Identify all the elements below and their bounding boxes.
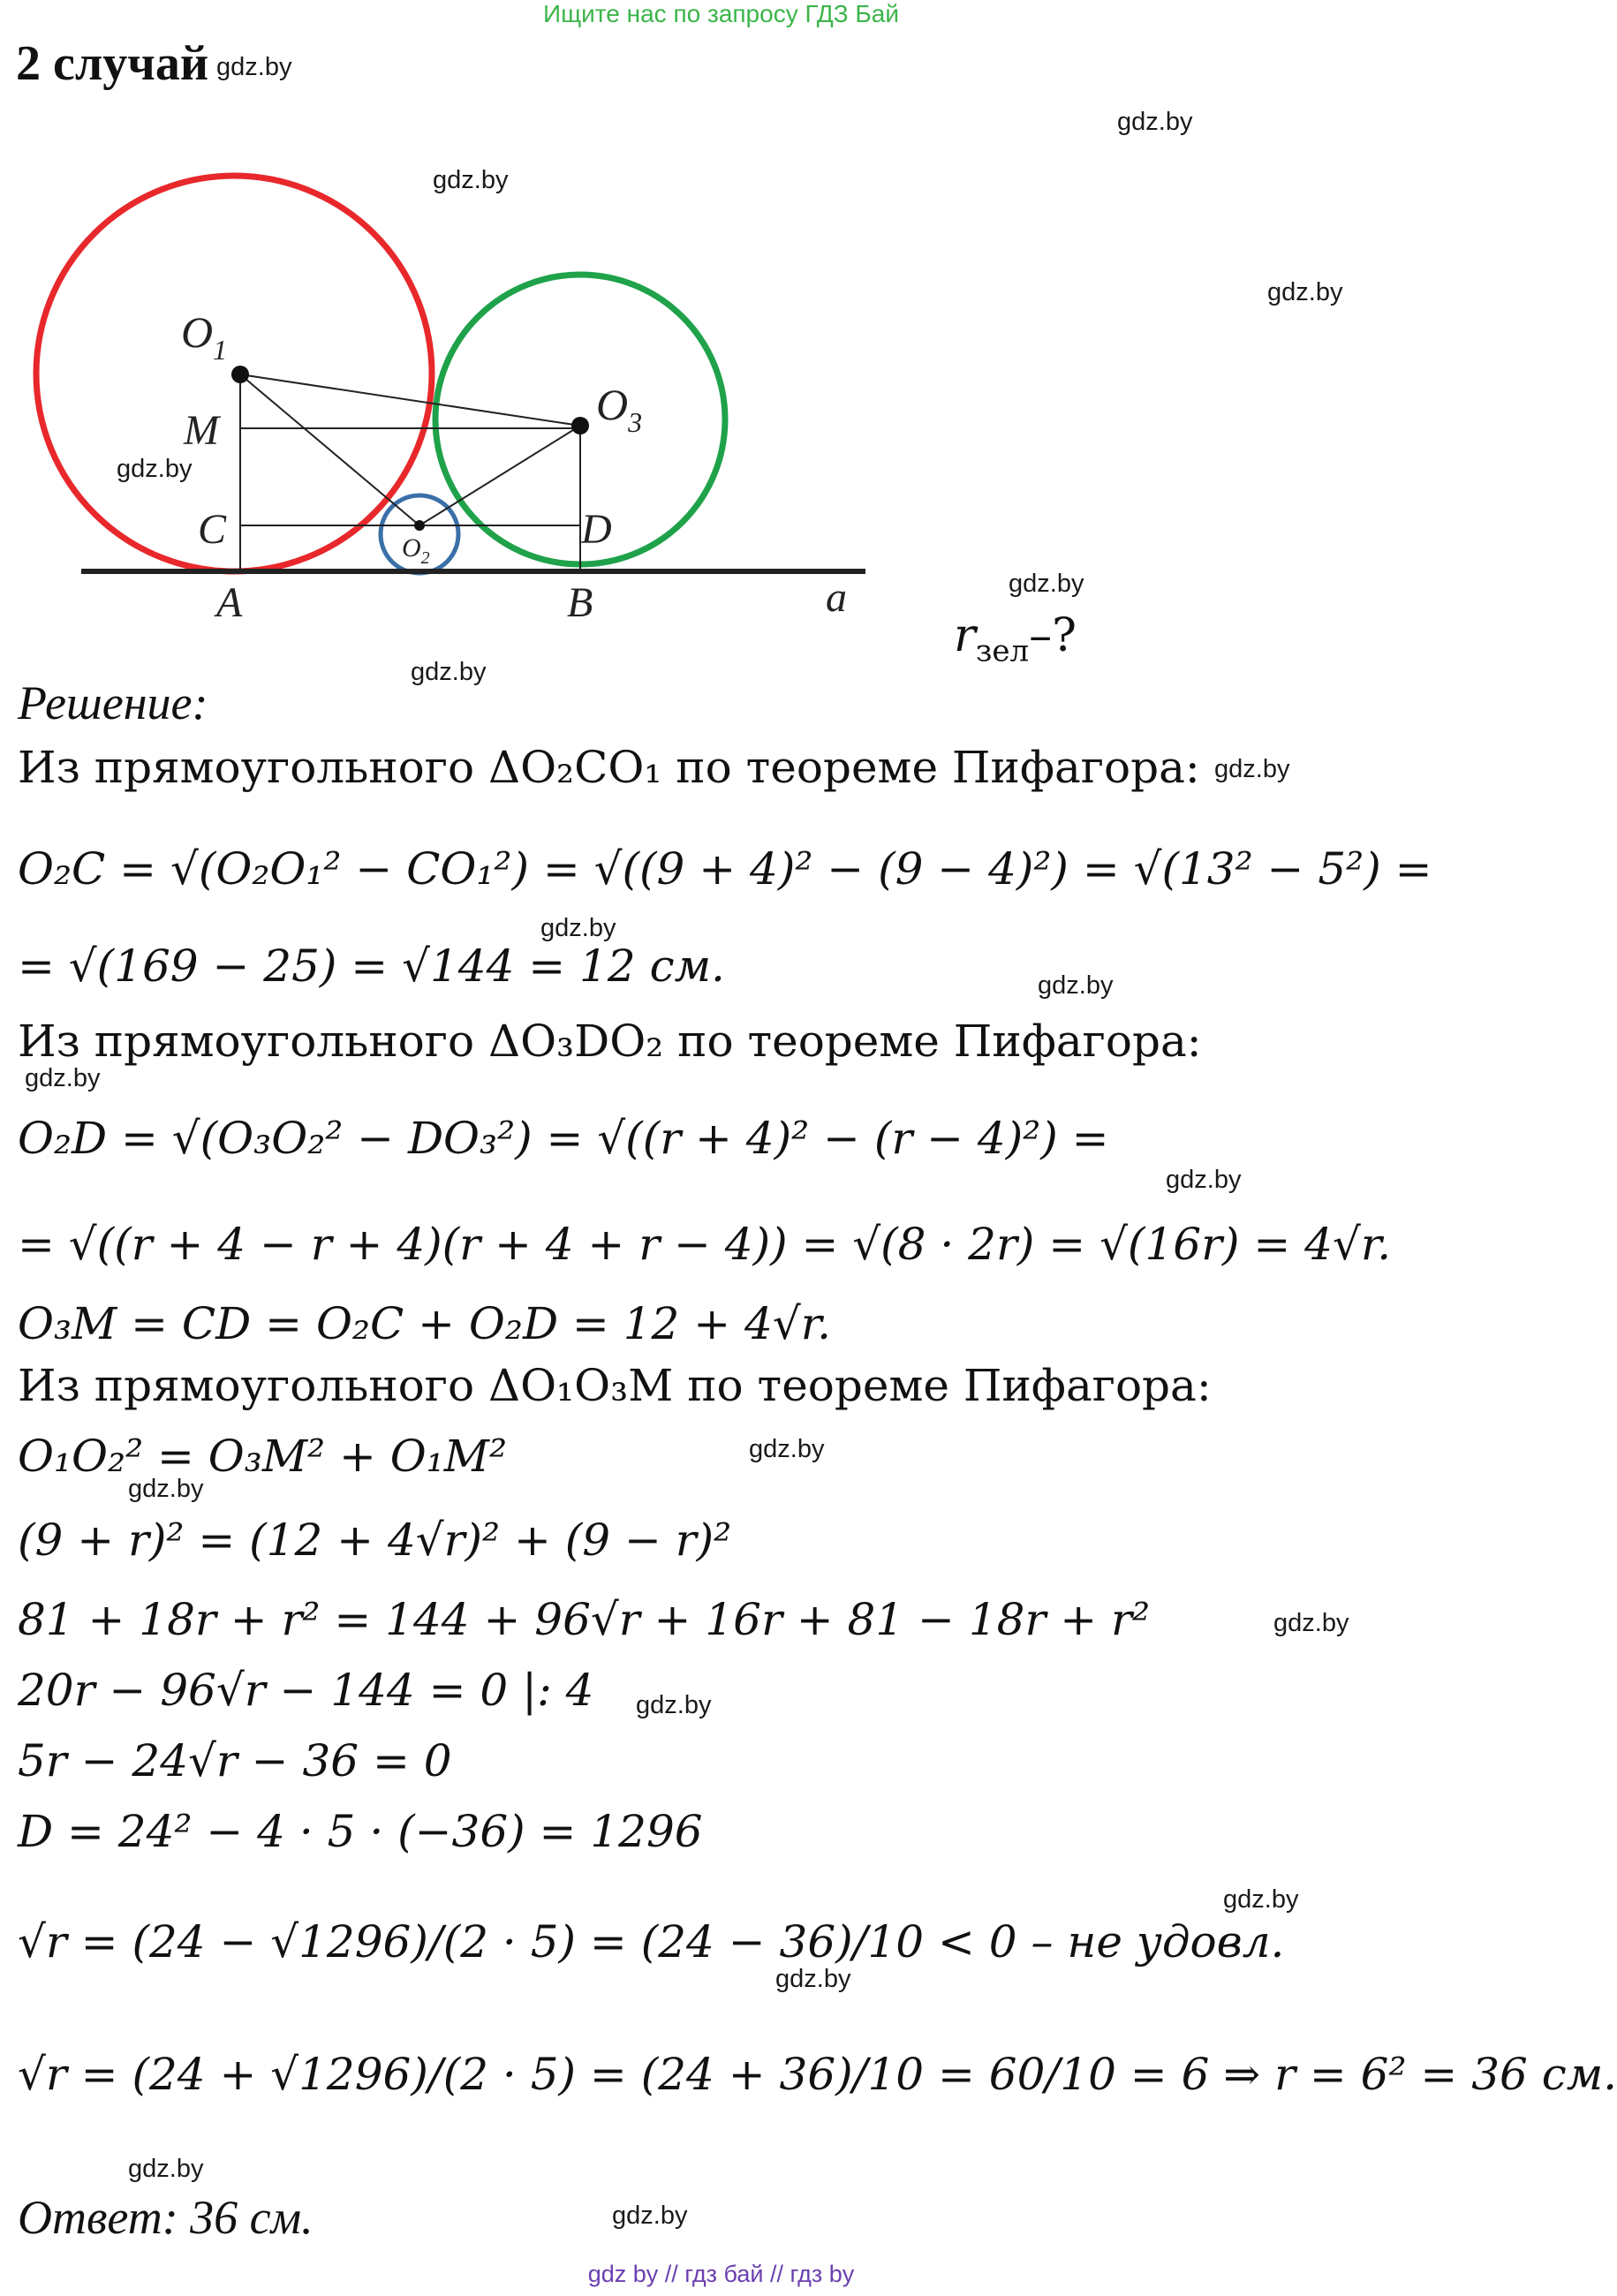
solution-line-13: 5r − 24√r − 36 = 0 [18,1735,452,1786]
watermark: gdz.by [1223,1885,1299,1914]
solution-line-16: √r = (24 + √1296)/(2 · 5) = (24 + 36)/10 = 60/10 = 6 ⇒ r = 6² = 36 см. [18,2049,1617,2100]
page-title: 2 случай [16,36,209,91]
solution-line-6: = √((r + 4 − r + 4)(r + 4 + r − 4)) = √(8 · 2r) = √(16r) = 4√r. [18,1219,1392,1270]
label-a-point: A [216,579,243,626]
point-o2 [414,520,425,531]
label-c: C [198,506,227,553]
watermark: gdz.by [216,53,292,81]
solution-line-14: D = 24² − 4 · 5 · (−36) = 1296 [18,1806,703,1857]
label-o3: $O_3$ [596,380,643,438]
answer: Ответ: 36 см. [18,2191,314,2244]
label-line-a: a [826,574,847,621]
watermark: gdz.by [1267,278,1343,306]
solution-line-9: O₁O₂² = O₃M² + O₁M² [18,1431,508,1482]
solution-heading: Решение: [18,676,208,729]
watermark: gdz.by [540,914,616,942]
solution-line-15: √r = (24 − √1296)/(2 · 5) = (24 − 36)/10 < 0 – не удовл. [18,1916,1285,1967]
label-o2: $O_2$ [402,533,430,568]
watermark: gdz.by [1273,1609,1349,1637]
watermark: gdz.by [25,1064,101,1092]
label-b: B [567,579,593,626]
watermark: gdz.by [1214,755,1290,783]
watermark: gdz.by [749,1435,825,1463]
solution-line-10: (9 + r)² = (12 + 4√r)² + (9 − r)² [18,1514,732,1566]
watermark: gdz.by [117,455,193,483]
watermark: gdz.by [636,1691,712,1719]
watermark: gdz.by [1038,971,1114,1000]
watermark: gdz.by [1166,1166,1242,1194]
watermark: gdz.by [1009,570,1084,598]
question: $r_{зел}-$? [954,609,1077,669]
geometry-diagram [0,159,883,636]
point-o3 [571,417,589,434]
label-o1: $O_1$ [181,307,228,366]
watermark: gdz.by [411,658,487,686]
label-d: D [581,506,612,553]
solution-line-8: Из прямоугольного ΔO₁O₃M по теореме Пифагора: [18,1360,1212,1411]
top-banner[interactable]: Ищите нас по запросу ГДЗ Бай [542,0,900,27]
footer-links[interactable]: gdz by // гдз бай // гдз by [587,2261,855,2287]
solution-line-4: Из прямоугольного ΔO₃DO₂ по теореме Пифагора: [18,1016,1202,1067]
solution-line-11: 81 + 18r + r² = 144 + 96√r + 16r + 81 − 18r + r² [18,1594,1150,1645]
watermark: gdz.by [1117,108,1193,136]
label-m: M [184,407,219,454]
solution-line-5: O₂D = √(O₃O₂² − DO₃²) = √((r + 4)² − (r − 4)²) = [18,1113,1109,1164]
solution-line-3: = √(169 − 25) = √144 = 12 см. [18,940,725,992]
watermark: gdz.by [128,2155,204,2183]
solution-line-7: O₃M = CD = O₂C + O₂D = 12 + 4√r. [18,1298,831,1349]
watermark: gdz.by [128,1475,204,1503]
solution-line-1: Из прямоугольного ΔO₂CO₁ по теореме Пифагора: [18,742,1200,793]
watermark: gdz.by [775,1965,851,1993]
point-o1 [231,366,249,383]
solution-line-12: 20r − 96√r − 144 = 0 |: 4 [18,1665,594,1716]
watermark: gdz.by [433,166,509,194]
watermark: gdz.by [612,2202,688,2230]
solution-line-2: O₂C = √(O₂O₁² − CO₁²) = √((9 + 4)² − (9 − 4)²) = √(13² − 5²) = [18,843,1432,895]
